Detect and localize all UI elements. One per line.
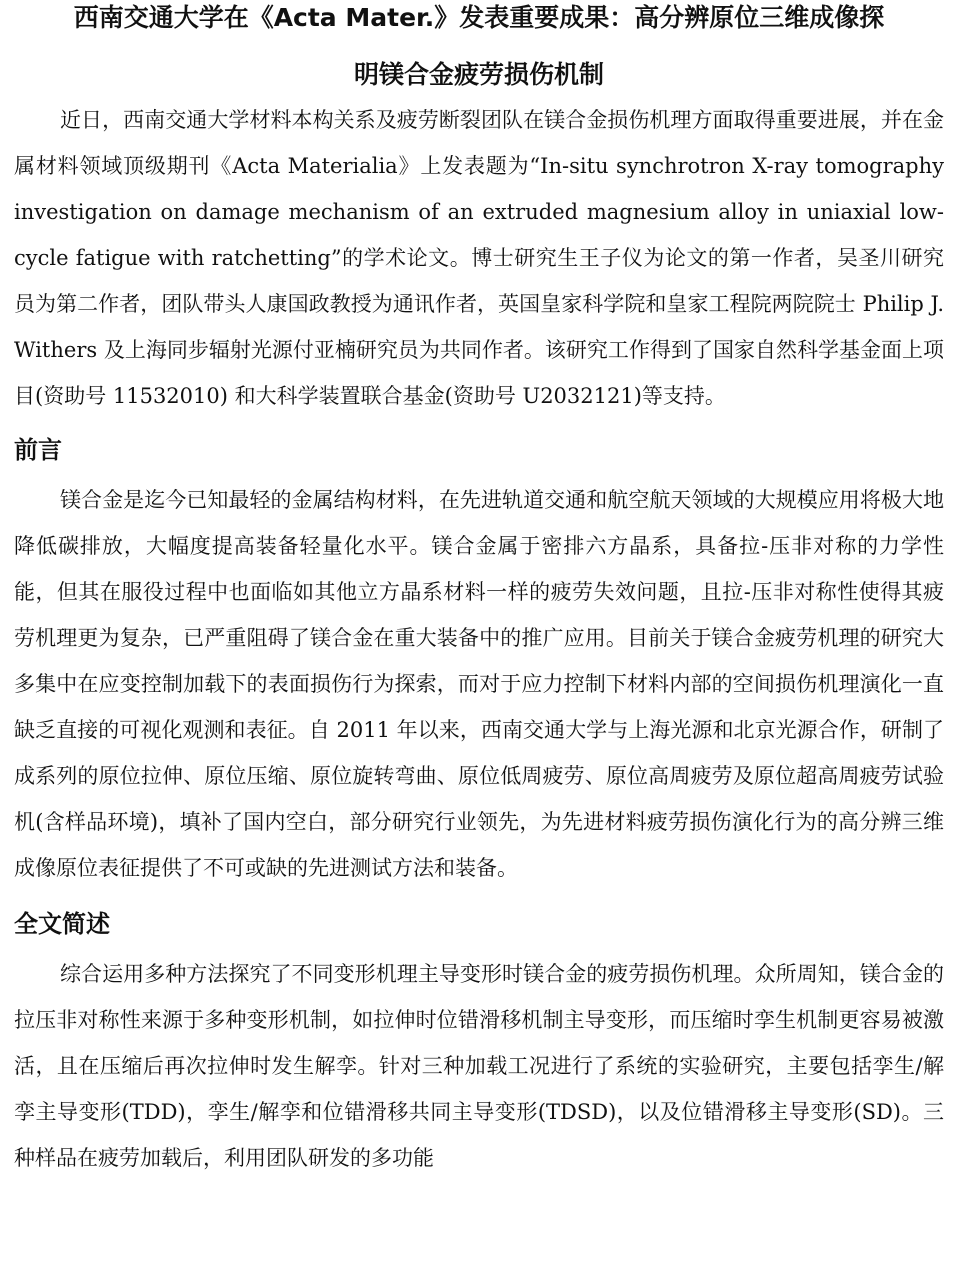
intro-paragraph: 近日，西南交通大学材料本构关系及疲劳断裂团队在镁合金损伤机理方面取得重要进展，并在金属材料领域顶级期刊《Acta Materialia》上发表题为“In-situ synchrotron X-ray tomography investigation on damage mechanism of an extruded magnesium alloy in uniaxial low-cycle fatigue with ratchetting”的学术论文。博士研究生王子仪为论文的第一作者，吴圣川研究员为第二作者，团队带头人康国政教授为通讯作者，英国皇家科学院和皇家工程院两院院士 Philip J. Withers 及上海同步辐射光源付亚楠研究员为共同作者。该研究工作得到了国家自然科学基金面上项目(资助号 11532010) 和大科学装置联合基金(资助号 U2032121)等支持。 (14, 108, 944, 408)
article-title (14, 0, 944, 92)
article (14, 0, 944, 1181)
section-heading-summary: 全文简述 (14, 910, 110, 938)
article-title-line-1: 西南交通大学在《Acta Mater.》发表重要成果：高分辨原位三维成像探 (73, 3, 885, 32)
section-body-foreword: 镁合金是迄今已知最轻的金属结构材料，在先进轨道交通和航空航天领域的大规模应用将极大地降低碳排放，大幅度提高装备轻量化水平。镁合金属于密排六方晶系，具备拉-压非对称的力学性能，但其在服役过程中也面临如其他立方晶系材料一样的疲劳失效问题，且拉-压非对称性使得其疲劳机理更为复杂，已严重阻碍了镁合金在重大装备中的推广应用。目前关于镁合金疲劳机理的研究大多集中在应变控制加载下的表面损伤行为探索，而对于应力控制下材料内部的空间损伤机理演化一直缺乏直接的可视化观测和表征。自 2011 年以来，西南交通大学与上海光源和北京光源合作，研制了成系列的原位拉伸、原位压缩、原位旋转弯曲、原位低周疲劳、原位高周疲劳及原位超高周疲劳试验机(含样品环境)，填补了国内空白，部分研究行业领先，为先进材料疲劳损伤演化行为的高分辨三维成像原位表征提供了不可或缺的先进测试方法和装备。 (14, 488, 944, 880)
section-body-summary: 综合运用多种方法探究了不同变形机理主导变形时镁合金的疲劳损伤机理。众所周知，镁合金的拉压非对称性来源于多种变形机制，如拉伸时位错滑移机制主导变形，而压缩时孪生机制更容易被激活，且在压缩后再次拉伸时发生解孪。针对三种加载工况进行了系统的实验研究，主要包括孪生/解孪主导变形(TDD)，孪生/解孪和位错滑移共同主导变形(TDSD)，以及位错滑移主导变形(SD)。三种样品在疲劳加载后，利用团队研发的多功能 (14, 962, 944, 1170)
section-heading-foreword: 前言 (14, 436, 62, 464)
article-title-line-2: 明镁合金疲劳损伤机制 (353, 60, 604, 89)
